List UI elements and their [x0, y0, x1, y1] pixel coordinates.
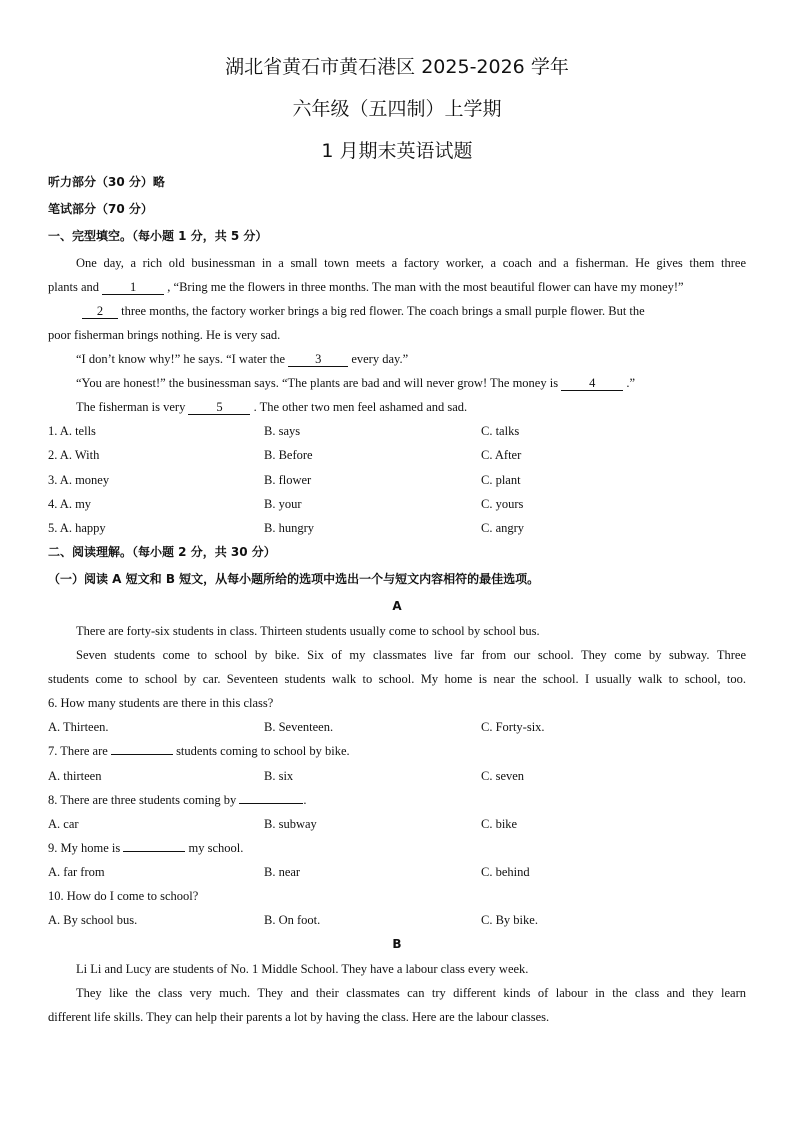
question-8-blank [239, 803, 303, 804]
q10-option-a: A. By school bus. [48, 913, 138, 927]
cloze-text: every day.” [348, 352, 409, 366]
q8-option-a: A. car [48, 817, 79, 831]
question-7-blank [111, 754, 173, 755]
q7-option-a: A. thirteen [48, 769, 102, 783]
q7-option-c: C. seven [481, 769, 525, 783]
cloze-paragraph-line [76, 351, 746, 367]
cloze-paragraph-line: One day, a rich old businessman in a small town meets a factory worker, a coach and a fisherman. He gives them three [76, 256, 746, 270]
part1-heading: 一、完型填空。（每小题 1 分，共 5 分） [48, 229, 268, 243]
q3-option-b: B. flower [264, 473, 312, 487]
q6-option-a: A. Thirteen. [48, 720, 109, 734]
passage-a-line: Seven students come to school by bike. Six of my classmates live far from our school. They come by subway. Three [76, 648, 746, 662]
question-7 [48, 743, 746, 759]
q7-option-b: B. six [264, 769, 294, 783]
cloze-text: . The other two men feel ashamed and sad. [250, 400, 468, 414]
passage-b-line: different life skills. They can help their parents a lot by having the class. Here are the labour classes. [48, 1010, 550, 1024]
passage-b-line: Li Li and Lucy are students of No. 1 Middle School. They have a labour class every week. [76, 962, 529, 976]
exam-title-line2: 六年级（五四制）上学期 [292, 98, 502, 120]
cloze-text: “You are honest!” the businessman says. “The plants are bad and will never grow! The money is [76, 376, 562, 390]
q6-option-b: B. Seventeen. [264, 720, 334, 734]
passage-b-line: They like the class very much. They and their classmates can try different kinds of labour in the class and they learn [76, 986, 746, 1000]
question-text: students coming to school by bike. [172, 744, 350, 758]
question-9 [48, 840, 746, 856]
q9-option-c: C. behind [481, 865, 530, 879]
q9-option-b: B. near [264, 865, 301, 879]
part2-subheading: （一）阅读 A 短文和 B 短文，从每小题所给的选项中选出一个与短文内容相符的最佳选项。 [48, 572, 540, 586]
q10-option-b: B. On foot. [264, 913, 321, 927]
q4-option-b: B. your [264, 497, 302, 511]
written-section-heading: 笔试部分（70 分） [48, 202, 153, 216]
cloze-text: .” [623, 376, 635, 390]
q8-option-c: C. bike [481, 817, 518, 831]
cloze-text: , “Bring me the flowers in three months. The man with the most beautiful flower can have my money!” [164, 280, 684, 294]
question-text: . [303, 793, 307, 807]
q1-option-a: 1. A. tells [48, 424, 96, 438]
cloze-text: plants and [48, 280, 103, 294]
question-8 [48, 792, 746, 808]
q2-option-b: B. Before [264, 448, 313, 462]
passage-a-label: A [392, 599, 402, 613]
question-text: 8. There are three students coming by [48, 793, 240, 807]
cloze-blank-5: 5 [188, 400, 250, 415]
question-6: 6. How many students are there in this class? [48, 696, 274, 710]
q4-option-c: C. yours [481, 497, 524, 511]
q8-option-b: B. subway [264, 817, 317, 831]
cloze-text: “I don’t know why!” he says. “I water the [76, 352, 289, 366]
q3-option-c: C. plant [481, 473, 521, 487]
cloze-paragraph-line [76, 399, 746, 415]
question-9-blank [123, 851, 185, 852]
q2-option-a: 2. A. With [48, 448, 100, 462]
q1-option-c: C. talks [481, 424, 520, 438]
question-text: my school. [185, 841, 244, 855]
question-text: 7. There are [48, 744, 111, 758]
listening-section-heading: 听力部分（30 分）略 [48, 175, 165, 189]
cloze-text: three months, the factory worker brings a big red flower. The coach brings a small purple flower. But the [118, 304, 645, 318]
cloze-blank-2: 2 [82, 304, 118, 319]
cloze-paragraph-line [48, 279, 746, 295]
q3-option-a: 3. A. money [48, 473, 110, 487]
cloze-paragraph-line [48, 303, 746, 319]
q4-option-a: 4. A. my [48, 497, 92, 511]
part2-heading: 二、阅读理解。（每小题 2 分，共 30 分） [48, 545, 276, 559]
passage-a-line: students come to school by car. Seventeen students walk to school. My home is near the school. I usually walk to school, too. [48, 672, 746, 686]
question-text: 9. My home is [48, 841, 124, 855]
cloze-text: The fisherman is very [76, 400, 189, 414]
q6-option-c: C. Forty-six. [481, 720, 545, 734]
q9-option-a: A. far from [48, 865, 105, 879]
q5-option-c: C. angry [481, 521, 525, 535]
exam-title-line1: 湖北省黄石市黄石港区 2025-2026 学年 [225, 56, 569, 78]
cloze-blank-3: 3 [288, 352, 348, 367]
cloze-paragraph-line [76, 375, 746, 391]
exam-title-line3: 1 月期末英语试题 [321, 140, 473, 162]
cloze-blank-1: 1 [102, 280, 164, 295]
q5-option-a: 5. A. happy [48, 521, 106, 535]
q5-option-b: B. hungry [264, 521, 314, 535]
question-10: 10. How do I come to school? [48, 889, 199, 903]
passage-a-line: There are forty-six students in class. Thirteen students usually come to school by school bus. [76, 624, 540, 638]
q10-option-c: C. By bike. [481, 913, 538, 927]
passage-b-label: B [392, 937, 402, 951]
cloze-paragraph-line: poor fisherman brings nothing. He is very sad. [48, 328, 281, 342]
cloze-blank-4: 4 [561, 376, 623, 391]
q1-option-b: B. says [264, 424, 301, 438]
q2-option-c: C. After [481, 448, 522, 462]
